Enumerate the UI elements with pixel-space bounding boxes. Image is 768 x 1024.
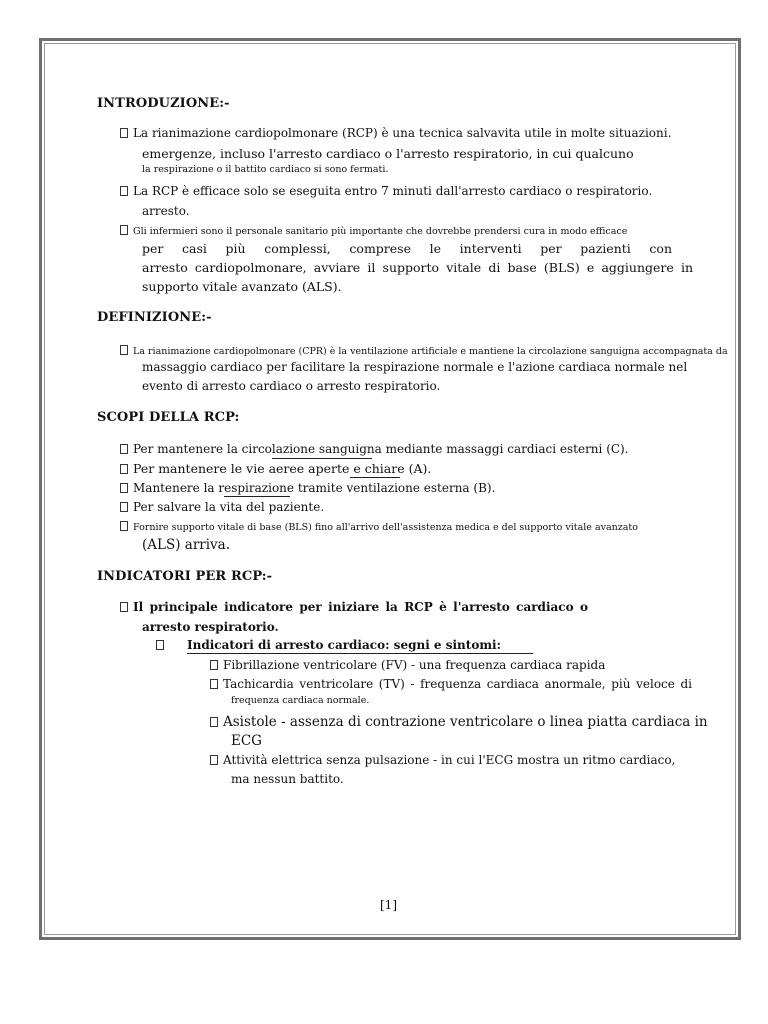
aim-item-4: Per salvare la vita del paziente.	[120, 501, 324, 515]
intro-bullet-2: La RCP è efficace solo se eseguita entro 7 minuti dall'arresto cardiaco o respiratorio.	[120, 185, 652, 199]
bullet-box-icon	[120, 345, 128, 355]
bullet-box-icon	[120, 128, 128, 138]
indicator-item-4-line-2: ma nessun battito.	[231, 772, 344, 786]
indicator-item-3-line-2: ECG	[231, 733, 262, 749]
underline-mark	[350, 477, 400, 478]
section-heading-definition: DEFINIZIONE:-	[97, 310, 212, 325]
bullet-box-icon	[210, 755, 218, 765]
bullet-box-icon	[120, 464, 128, 474]
definition-line-2: massaggio cardiaco per facilitare la respirazione normale e l'azione cardiaca normale nel	[142, 360, 688, 374]
section-heading-intro: INTRODUZIONE:-	[97, 96, 230, 111]
section-heading-indicators: INDICATORI PER RCP:-	[97, 569, 273, 584]
bullet-box-icon	[120, 521, 128, 531]
bullet-box-icon	[120, 502, 128, 512]
underline-mark	[187, 653, 533, 654]
definition-bullet: La rianimazione cardiopolmonare (CPR) è la ventilazione artificiale e mantiene la circolazione sanguigna accompagnata da	[120, 345, 728, 358]
intro-bullet-1: La rianimazione cardiopolmonare (RCP) è una tecnica salvavita utile in molte situazioni.	[120, 127, 671, 141]
aim-item-5-line-2: (ALS) arriva.	[142, 537, 231, 553]
aim-item-3: Mantenere la respirazione tramite ventilazione esterna (B).	[120, 482, 495, 496]
page-number: [1]	[380, 898, 397, 912]
aim-item-5: Fornire supporto vitale di base (BLS) fino all'arrivo dell'assistenza medica e del supporto vitale avanzato	[120, 521, 638, 534]
bullet-box-icon	[210, 679, 218, 689]
intro-bullet-3: Gli infermieri sono il personale sanitario più importante che dovrebbe prendersi cura in modo efficace	[120, 225, 627, 238]
section-heading-aims: SCOPI DELLA RCP:	[97, 410, 240, 425]
bullet-box-icon	[210, 660, 218, 670]
indicator-sub	[156, 639, 169, 653]
indicator-item-4: Attività elettrica senza pulsazione - in cui l'ECG mostra un ritmo cardiaco,	[210, 754, 675, 768]
intro-bullet-2-line-2: arresto.	[142, 204, 190, 218]
indicator-main: Il principale indicatore per iniziare la RCP è l'arresto cardiaco o	[120, 601, 588, 615]
indicator-main-line-2: arresto respiratorio.	[142, 620, 279, 634]
intro-bullet-1-line-3: la respirazione o il battito cardiaco si sono fermati.	[142, 164, 389, 175]
bullet-box-icon	[120, 186, 128, 196]
intro-bullet-3-line-2: per casi più complessi, comprese le interventi per pazienti con	[142, 241, 672, 256]
indicator-item-3: Asistole - assenza di contrazione ventricolare o linea piatta cardiaca in	[210, 715, 708, 731]
intro-bullet-3-line-3: arresto cardiopolmonare, avviare il supporto vitale di base (BLS) e aggiungere in	[142, 260, 693, 275]
intro-bullet-1-line-2: emergenze, incluso l'arresto cardiaco o l'arresto respiratorio, in cui qualcuno	[142, 146, 634, 161]
bullet-box-icon	[120, 444, 128, 454]
indicator-item-1: Fibrillazione ventricolare (FV) - una frequenza cardiaca rapida	[210, 659, 605, 673]
indicator-sub-heading: Indicatori di arresto cardiaco: segni e sintomi:	[187, 638, 502, 652]
intro-bullet-3-line-4: supporto vitale avanzato (ALS).	[142, 279, 342, 294]
underline-mark	[272, 458, 372, 459]
indicator-item-2-line-2: frequenza cardiaca normale.	[231, 695, 370, 706]
bullet-box-icon	[120, 483, 128, 493]
bullet-box-icon	[210, 717, 218, 727]
bullet-box-icon	[120, 602, 128, 612]
underline-mark	[224, 496, 290, 497]
aim-item-1: Per mantenere la circolazione sanguigna mediante massaggi cardiaci esterni (C).	[120, 443, 629, 457]
indicator-item-2: Tachicardia ventricolare (TV) - frequenza cardiaca anormale, più veloce di	[210, 678, 692, 692]
aim-item-2: Per mantenere le vie aeree aperte e chiare (A).	[120, 462, 431, 476]
bullet-box-icon	[120, 225, 128, 235]
bullet-box-icon	[156, 640, 164, 650]
definition-line-3: evento di arresto cardiaco o arresto respiratorio.	[142, 379, 441, 393]
